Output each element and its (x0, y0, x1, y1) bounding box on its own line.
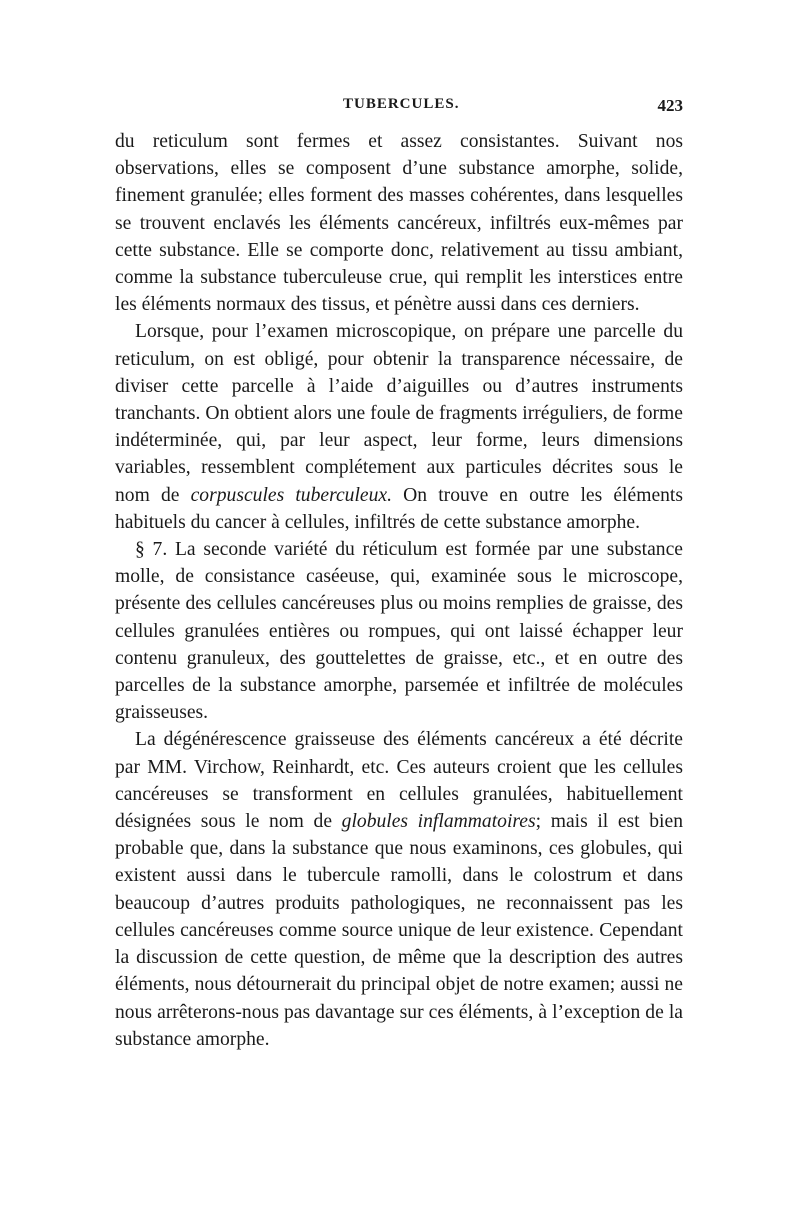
italic-term: corpuscules tuberculeux. (190, 484, 393, 506)
paragraph-2-microscopic-exam: Lorsque, pour l’examen microscopique, on prépare une parcelle du reticulum, on est obligé, pour obtenir la transparence nécessaire, de diviser cette parcelle à l’aide d’aiguilles ou d’autres instruments tranchants. On obtient alors une foule de fragments irréguliers, de forme indéterminée, qui, par leur aspect, leur forme, leurs dimensions variables, ressemblent complétement aux particules décrites sous le nom de corpuscules tuberculeux. On trouve en outre les éléments habituels du cancer à cellules, infiltrés de cette substance amorphe. (115, 321, 684, 533)
page-number: 423 (657, 96, 683, 115)
body-text (115, 128, 683, 1053)
paragraph-1-continuation: du reticulum sont fermes et assez consistantes. Suivant nos observations, elles se composent d’une substance amorphe, solide, finement granulée; elles forment des masses cohérentes, dans lesquelles se trouvent enclavés les éléments cancéreux, infiltrés eux-mêmes par cette substance. Elle se comporte donc, relativement au tissu ambiant, comme la substance tuberculeuse crue, qui remplit les interstices entre les éléments normaux des tissus, et pénètre aussi dans ces derniers. (115, 131, 683, 316)
italic-term: globules inflammatoires (341, 811, 536, 833)
paragraph-4-fatty-degeneration: La dégénérescence graisseuse des éléments cancéreux a été décrite par MM. Virchow, Reinhardt, etc. Ces auteurs croient que les cellules cancéreuses se transforment en cellules granulées, habituellement désignées sous le nom de globules inflammatoires; mais il est bien probable que, dans la substance que nous examinons, ces globules, qui existent aussi dans le tubercule ramolli, dans le colostrum et dans beaucoup d’autres produits pathologiques, ne reconnaissent pas les cellules cancéreuses comme source unique de leur existence. Cependant la discussion de cette question, de même que la description des autres éléments, nous détournerait du principal objet de notre examen; aussi ne nous arrêterons-nous pas davantage sur ces éléments, à l’exception de la substance amorphe. (115, 729, 683, 1050)
paragraph-3-section-7: § 7. La seconde variété du réticulum est formée par une substance molle, de consistance caséeuse, qui, examinée sous le microscope, présente des cellules cancéreuses plus ou moins remplies de graisse, des cellules granulées entières ou rompues, qui ont laissé échapper leur contenu granuleux, des gouttelettes de graisse, etc., et en outre des parcelles de la substance amorphe, parsemée et infiltrée de molécules graisseuses. (115, 539, 683, 724)
book-page (115, 92, 683, 1053)
running-title: TUBERCULES. (343, 96, 460, 112)
page-header (115, 92, 683, 122)
